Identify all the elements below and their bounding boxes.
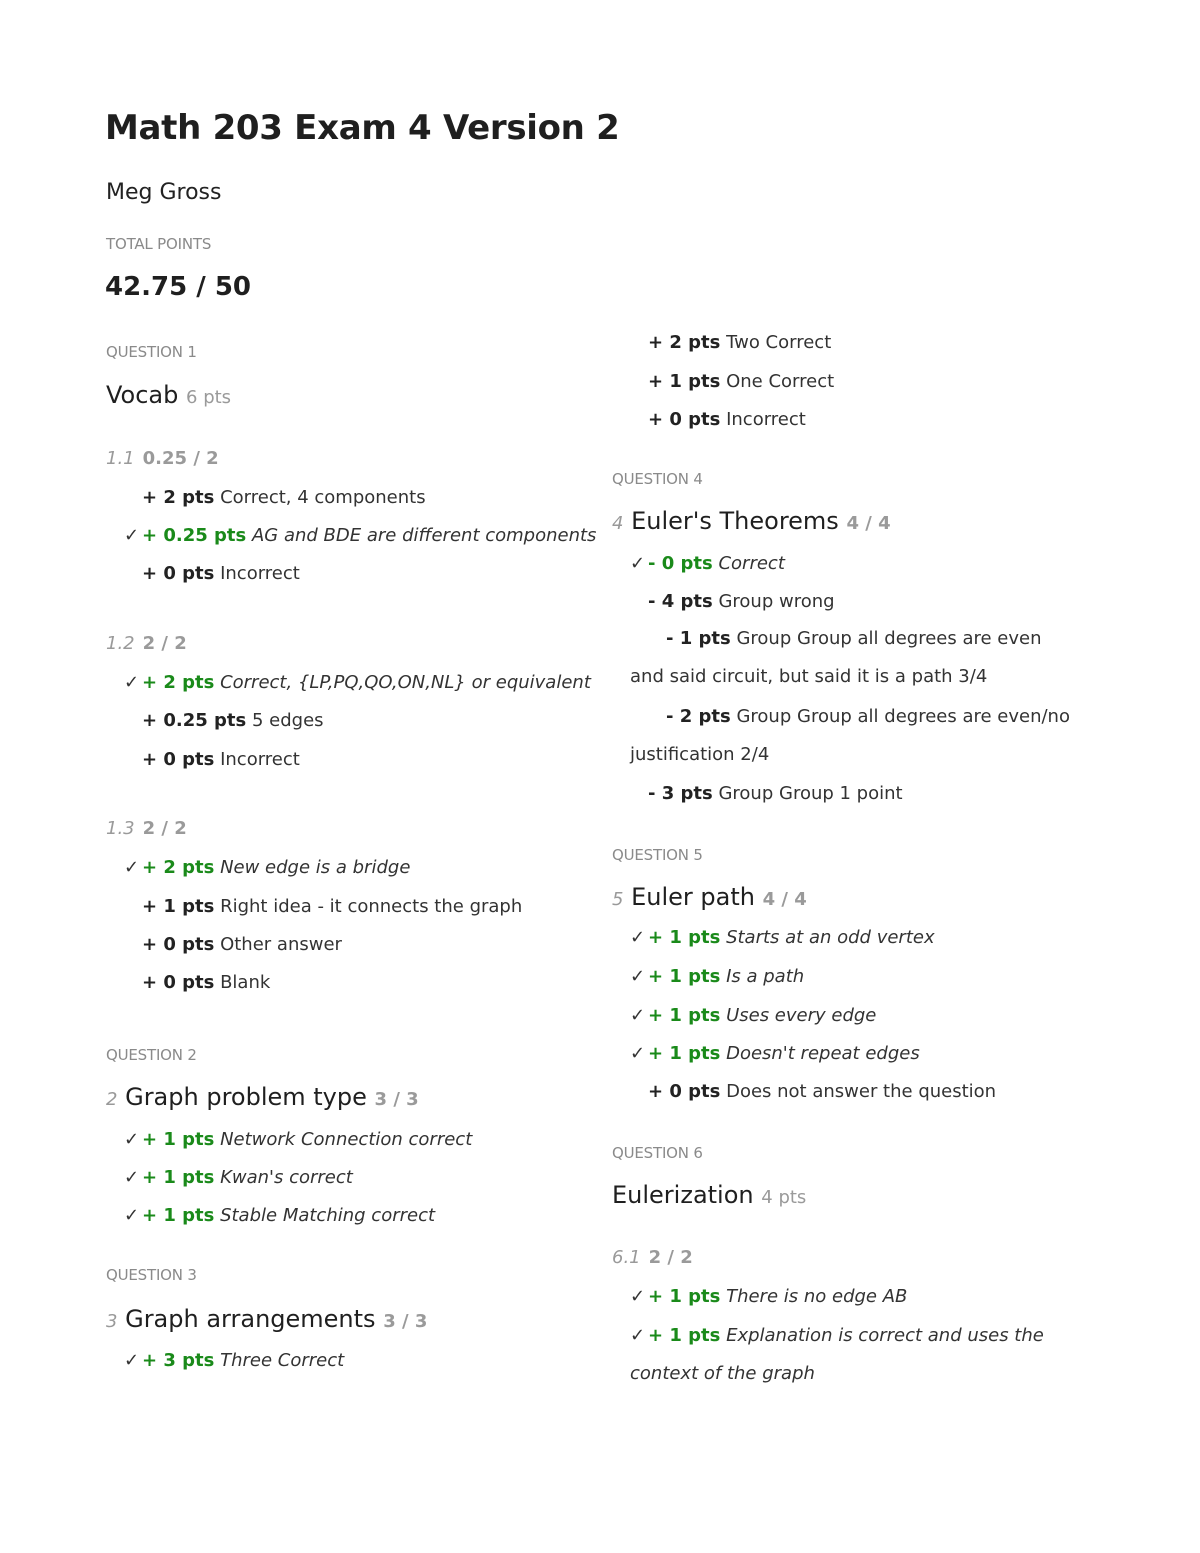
rubric-item: + 1 pts One Correct: [648, 371, 835, 392]
subquestion-1-1-header: 1.1 0.25 / 2: [106, 448, 219, 469]
rubric-item-applied: ✓ + 1 pts Uses every edge: [630, 1005, 877, 1026]
rubric-item-applied: ✓ + 1 pts Kwan's correct: [124, 1167, 353, 1188]
question-max-points: 6 pts: [186, 387, 232, 408]
subquestion-6-1-header: 6.1 2 / 2: [612, 1247, 693, 1268]
question-5-label: QUESTION 5: [612, 846, 703, 864]
check-icon: ✓: [124, 672, 140, 693]
question-title-text: Eulerization: [612, 1181, 754, 1209]
check-icon: ✓: [124, 1350, 140, 1371]
question-6-title: [612, 1181, 806, 1209]
rubric-item-applied: ✓ + 1 pts Explanation is correct and uses the context of the graph: [630, 1317, 1100, 1393]
rubric-item-applied: ✓ + 1 pts There is no edge AB: [630, 1286, 908, 1307]
rubric-item-applied: ✓ + 1 pts Doesn't repeat edges: [630, 1043, 920, 1064]
question-max-points: 4 pts: [761, 1187, 807, 1208]
question-score: 3 / 3: [374, 1089, 419, 1110]
question-4-title: 4 Euler's Theorems 4 / 4: [612, 507, 891, 535]
rubric-item: + 0 pts Other answer: [142, 934, 342, 955]
rubric-item: - 2 pts Group Group all degrees are even/no justification 2/4: [630, 706, 1070, 765]
question-5-title: 5 Euler path 4 / 4: [612, 883, 807, 911]
rubric-item-applied: ✓ + 0.25 pts AG and BDE are different components: [124, 525, 597, 546]
rubric-item-applied: ✓ + 2 pts New edge is a bridge: [124, 857, 411, 878]
check-icon: ✓: [124, 525, 140, 546]
student-name: Meg Gross: [106, 180, 222, 205]
rubric-item: - 1 pts Group Group all degrees are even and said circuit, but said it is a path 3/4: [630, 628, 1042, 687]
rubric-item: + 2 pts Two Correct: [648, 332, 832, 353]
check-icon: ✓: [630, 1286, 646, 1307]
question-2-label: QUESTION 2: [106, 1046, 197, 1064]
rubric-item-applied: ✓ + 2 pts Correct, {LP,PQ,QO,ON,NL} or equivalent: [124, 672, 591, 693]
rubric-item-applied: ✓ + 1 pts Is a path: [630, 966, 805, 987]
subquestion-1-2-header: 1.2 2 / 2: [106, 633, 187, 654]
check-icon: ✓: [630, 553, 646, 574]
question-1-label: QUESTION 1: [106, 343, 197, 361]
rubric-item: - 4 pts Group wrong: [648, 591, 835, 612]
rubric-item-applied: ✓ + 1 pts Starts at an odd vertex: [630, 927, 935, 948]
rubric-item-applied: ✓ + 3 pts Three Correct: [124, 1350, 345, 1371]
rubric-item-applied: ✓ - 0 pts Correct: [630, 553, 785, 574]
question-1-title: [106, 381, 231, 409]
question-score: 3 / 3: [383, 1311, 428, 1332]
rubric-item: + 0 pts Does not answer the question: [648, 1081, 997, 1102]
rubric-item: - 3 pts Group Group 1 point: [648, 783, 903, 804]
question-3-title: 3 Graph arrangements 3 / 3: [106, 1305, 428, 1333]
check-icon: ✓: [630, 966, 646, 987]
check-icon: ✓: [630, 1043, 646, 1064]
check-icon: ✓: [124, 1167, 140, 1188]
check-icon: ✓: [124, 1205, 140, 1226]
rubric-item-applied: ✓ + 1 pts Stable Matching correct: [124, 1205, 436, 1226]
rubric-item: + 2 pts Correct, 4 components: [142, 487, 426, 508]
question-2-title: 2 Graph problem type 3 / 3: [106, 1083, 419, 1111]
question-4-label: QUESTION 4: [612, 470, 703, 488]
rubric-item: + 1 pts Right idea - it connects the graph: [142, 896, 523, 917]
check-icon: ✓: [630, 1005, 646, 1026]
question-score: 4 / 4: [762, 889, 807, 910]
check-icon: ✓: [124, 857, 140, 878]
question-title-text: Vocab: [106, 381, 179, 409]
rubric-item: + 0 pts Incorrect: [142, 563, 300, 584]
total-score: 42.75 / 50: [105, 272, 252, 302]
total-points-label: TOTAL POINTS: [106, 235, 212, 253]
exam-title: Math 203 Exam 4 Version 2: [105, 108, 620, 148]
check-icon: ✓: [630, 927, 646, 948]
check-icon: ✓: [630, 1325, 646, 1346]
question-6-label: QUESTION 6: [612, 1144, 703, 1162]
rubric-item: + 0 pts Blank: [142, 972, 271, 993]
question-3-label: QUESTION 3: [106, 1266, 197, 1284]
rubric-item-applied: ✓ + 1 pts Network Connection correct: [124, 1129, 473, 1150]
rubric-item: + 0 pts Incorrect: [648, 409, 806, 430]
subquestion-1-3-header: 1.3 2 / 2: [106, 818, 187, 839]
check-icon: ✓: [124, 1129, 140, 1150]
question-score: 4 / 4: [846, 513, 891, 534]
rubric-item: + 0 pts Incorrect: [142, 749, 300, 770]
rubric-item: + 0.25 pts 5 edges: [142, 710, 324, 731]
